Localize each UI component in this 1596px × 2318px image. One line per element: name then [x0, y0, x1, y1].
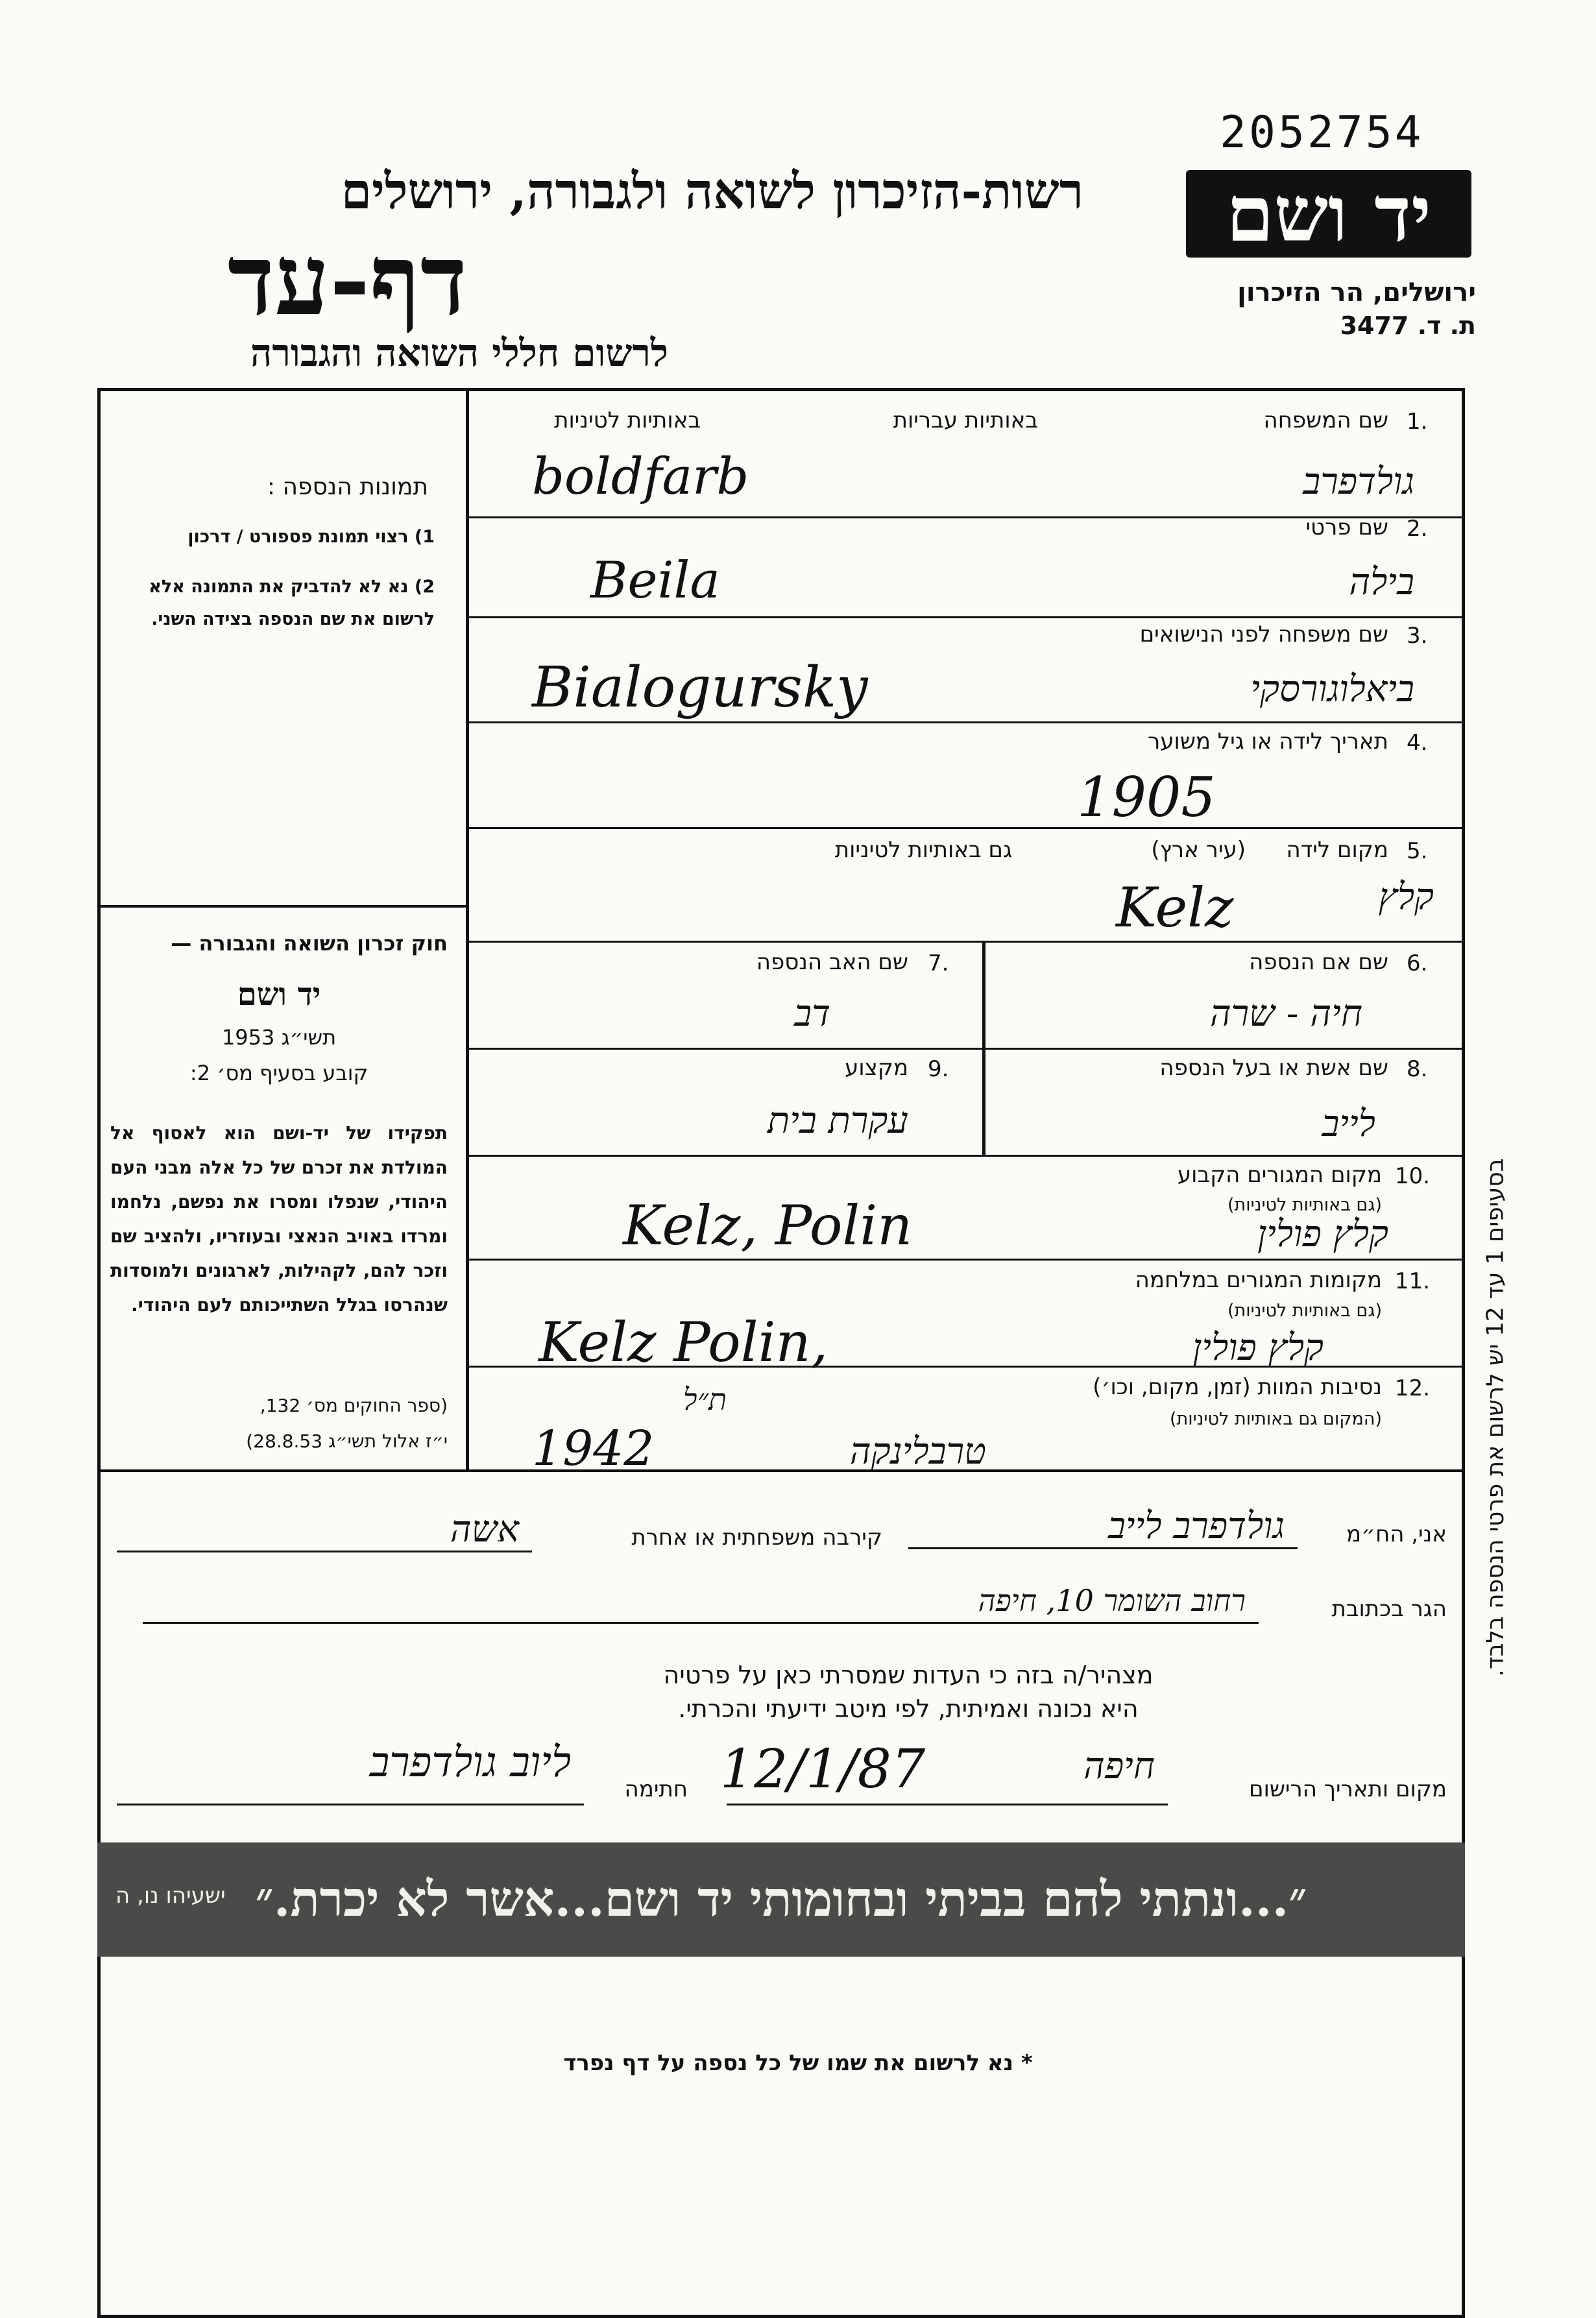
quote-banner: [97, 1842, 1465, 1957]
signature-value: ליוב גולדפרב: [369, 1739, 571, 1787]
banner-source: ישעיהו נו, ה: [115, 1883, 226, 1909]
field-9-number: 9.: [928, 1056, 949, 1082]
signature-label: חתימה: [624, 1776, 688, 1802]
field-11-label: מקומות המגורים במלחמה: [1135, 1267, 1382, 1293]
field-3-latin-value: Bialogursky: [532, 655, 868, 720]
address-label: הגר בכתובת: [1331, 1596, 1447, 1622]
field-1-hebrew-column: באותיות עבריות: [893, 407, 1038, 433]
law-date: י״ז אלול תשי״ג 28.8.53): [246, 1431, 448, 1452]
row-divider: [466, 941, 1465, 943]
field-6-value: חיה - שרה: [1209, 993, 1362, 1035]
row-divider: [466, 1048, 1465, 1050]
field-4-number: 4.: [1407, 730, 1428, 756]
field-11-hebrew-value: קלץ פולין: [1192, 1327, 1324, 1369]
field-8-value: לייב: [1322, 1103, 1375, 1145]
field-1-latin-value: boldfarb: [532, 448, 749, 506]
signature-line: [117, 1804, 584, 1805]
declarant-line: [908, 1547, 1298, 1549]
field-12-sub: (המקום גם באותיות לטיניות): [1169, 1409, 1382, 1429]
address-value: רחוב השומר 10, חיפה: [978, 1583, 1246, 1618]
yad-vashem-logo: יד ושם: [1186, 170, 1471, 258]
field-10-label: מקום המגורים הקבוע: [1177, 1162, 1382, 1188]
row-divider: [466, 1155, 1465, 1157]
field-5-latin-note: גם באותיות לטיניות: [834, 837, 1012, 863]
law-text: תפקידו של יד-ושם הוא לאסוף אל המולדת את זכרם של כל אלה מבני העם היהודי, שנפלו ומסרו את נפשם, נלחמו ומרדו באויב הנאצי ובעוזריו, ולהציב שם וזכר להם, לקהילות, לארגונים ולמוסדות שנהרסו בגלל השתייכותם לעם היהודי.: [110, 1122, 448, 1316]
field-1-latin-column: באותיות לטיניות: [554, 407, 701, 433]
row-divider: [466, 721, 1465, 723]
field-12-note: ת״ל: [683, 1382, 727, 1417]
page-subtitle: לרשום חללי השואה והגבורה: [250, 331, 668, 375]
field-1-hebrew-value: גולדפרב: [1303, 461, 1414, 503]
field-1-number: 1.: [1407, 409, 1428, 435]
photo-box-item-2: 2) נא לא להדביק את התמונה אלא לרשום את שם הנספה בצידה השני.: [149, 577, 435, 629]
law-heading: חוק זכרון השואה והגבורה —: [171, 931, 448, 956]
field-12-place: טרבלינקה: [849, 1431, 986, 1473]
place-date-line: [727, 1804, 1168, 1805]
logo-address: ירושלים, הר הזיכרון: [1237, 278, 1476, 308]
field-11-sub: (גם באותיות לטיניות): [1227, 1301, 1382, 1321]
field-3-label: שם משפחה לפני הנישואים: [1139, 622, 1388, 647]
field-12-year: 1942: [532, 1421, 655, 1477]
field-10-number: 10.: [1395, 1163, 1431, 1189]
footer-note: * נא לרשום את שמו של כל נספה על דף נפרד: [563, 2050, 1033, 2076]
field-10-hebrew-value: קלץ פולין: [1257, 1213, 1388, 1255]
serial-number: 2052754: [1220, 107, 1424, 158]
law-year: תשי״ג 1953: [221, 1025, 337, 1050]
field-4-label: תאריך לידה או גיל משוער: [1148, 729, 1388, 755]
field-9-label: מקצוע: [845, 1055, 908, 1081]
field-4-value: 1905: [1077, 766, 1216, 829]
registration-date: 12/1/87: [720, 1739, 926, 1800]
law-source: (ספר החוקים מס׳ 132,: [260, 1395, 448, 1416]
field-10-latin-value: Kelz, Polin: [623, 1194, 913, 1257]
field-2-latin-value: Beila: [590, 551, 720, 610]
field-5-hebrew-value: קלץ: [1378, 876, 1434, 918]
place-date-label: מקום ותאריך הרישום: [1249, 1776, 1447, 1802]
relation-line: [117, 1551, 532, 1552]
registration-place: חיפה: [1083, 1745, 1155, 1787]
field-8-label: שם אשת או בעל הנספה: [1159, 1055, 1388, 1081]
side-divider: [97, 905, 468, 908]
field-2-number: 2.: [1407, 516, 1428, 542]
field-9-value: עקרת בית: [768, 1100, 908, 1142]
field-7-value: דב: [794, 993, 830, 1035]
law-clause: קובע בסעיף מס׳ 2:: [189, 1061, 369, 1085]
field-6-label: שם אם הנספה: [1249, 949, 1388, 975]
statement-line-2: היא נכונה ואמיתית, לפי מיטב ידיעתי והכרתי.: [678, 1695, 1139, 1723]
relation-label: קירבה משפחתית או אחרת: [631, 1525, 882, 1551]
field-5-label: מקום לידה: [1286, 837, 1388, 863]
field-7-number: 7.: [928, 950, 949, 976]
field-3-number: 3.: [1407, 623, 1428, 649]
field-8-number: 8.: [1407, 1056, 1428, 1082]
column-divider: [466, 388, 469, 1471]
field-3-hebrew-value: ביאלוגורסקי: [1250, 668, 1414, 710]
field-6-number: 6.: [1407, 950, 1428, 976]
field-5-latin-value: Kelz: [1116, 876, 1234, 939]
law-name: יד ושם: [237, 976, 321, 1013]
field-7-label: שם האב הנספה: [756, 949, 908, 975]
declarant-label: אני, הח״מ: [1346, 1521, 1447, 1547]
statement-line-1: מצהיר/ה בזה כי העדות שמסרתי כאן על פרטיה: [663, 1661, 1154, 1689]
logo-po-box: ת. ד. 3477: [1340, 311, 1476, 340]
field-11-number: 11.: [1395, 1268, 1431, 1294]
address-line: [143, 1622, 1259, 1624]
field-2-label: שם פרטי: [1305, 514, 1388, 540]
field-5-sub: (עיר ארץ): [1151, 837, 1246, 863]
row-divider: [466, 827, 1465, 829]
side-note: [1469, 753, 1521, 2083]
row-divider: [466, 1259, 1465, 1261]
field-12-label: נסיבות המוות (זמן, מקום, וכו׳): [1093, 1374, 1382, 1400]
field-1-label: שם המשפחה: [1263, 407, 1388, 433]
banner-quote: ״...ונתתי להם בביתי ובחומותי יד ושם...אשר לא יכרת.״: [255, 1872, 1307, 1927]
photo-box-title: תמונות הנספה :: [267, 474, 428, 500]
side-note-text: בסעיפים 1 עד 12 יש לרשום את פרטי הנספה בלבד.: [1482, 1158, 1509, 1677]
field-2-hebrew-value: בילה: [1349, 561, 1414, 603]
declarant-name: גולדפרב לייב: [1107, 1505, 1285, 1547]
photo-box-item-1: 1) רצוי תמונת פספורט / דרכון: [187, 527, 435, 547]
field-5-number: 5.: [1407, 838, 1428, 864]
page-title: דף-עד: [227, 223, 467, 337]
field-12-number: 12.: [1395, 1375, 1431, 1401]
relation-value: אשה: [450, 1508, 519, 1551]
authority-name: רשות-הזיכרון לשואה ולגבורה, ירושלים: [341, 162, 1083, 220]
field-10-sub: (גם באותיות לטיניות): [1227, 1195, 1382, 1215]
row-divider: [466, 616, 1465, 618]
field-11-latin-value: Kelz Polin,: [538, 1310, 828, 1374]
